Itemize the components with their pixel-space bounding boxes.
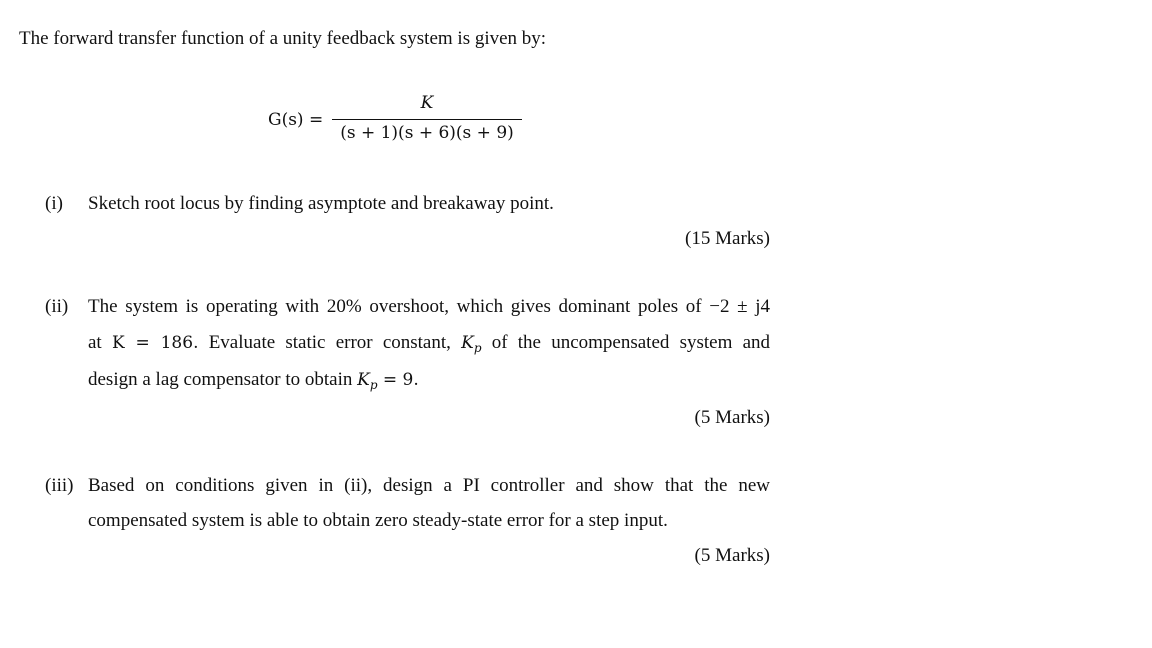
fraction-bar (332, 119, 522, 120)
part-iii-line-1: Based on conditions given in (ii), design a PI controller and show that the new (88, 475, 770, 496)
part-i-text: Sketch root locus by finding asymptote and breakaway point. (88, 193, 554, 214)
part-ii-line-2-mid: Evaluate static error constant, (208, 332, 451, 353)
part-iii-marks: (5 Marks) (694, 545, 770, 566)
part-iii-line-2: compensated system is able to obtain zero steady-state error for a step input. (88, 510, 668, 531)
question-intro: The forward transfer function of a unity feedback system is given by: (19, 28, 547, 49)
equation-numerator: K (420, 93, 434, 113)
part-i-marks: (15 Marks) (685, 228, 770, 249)
part-ii-line-2 (88, 331, 770, 355)
kp-symbol: $K_p$ (461, 333, 482, 355)
part-ii-line-3 (88, 368, 419, 392)
gain-value: K = 186. (111, 333, 199, 353)
part-iii-label: (iii) (45, 475, 74, 496)
part-ii-line-1: The system is operating with 20% overshoot, which gives dominant poles of −2 ± j4 (88, 296, 770, 317)
part-i-label: (i) (45, 193, 63, 214)
equation-lhs: G(s) = (268, 110, 324, 130)
part-ii-label: (ii) (45, 296, 69, 317)
equation-denominator: (s + 1)(s + 6)(s + 9) (340, 123, 514, 143)
part-ii-line-3-pre: design a lag compensator to obtain (88, 369, 353, 390)
kp-target: $K_p = 9$. (357, 370, 419, 392)
part-ii-line-2-pre: at (88, 332, 102, 353)
part-ii-line-2-post: of the uncompensated system and (491, 332, 771, 353)
part-ii-marks: (5 Marks) (694, 407, 770, 428)
